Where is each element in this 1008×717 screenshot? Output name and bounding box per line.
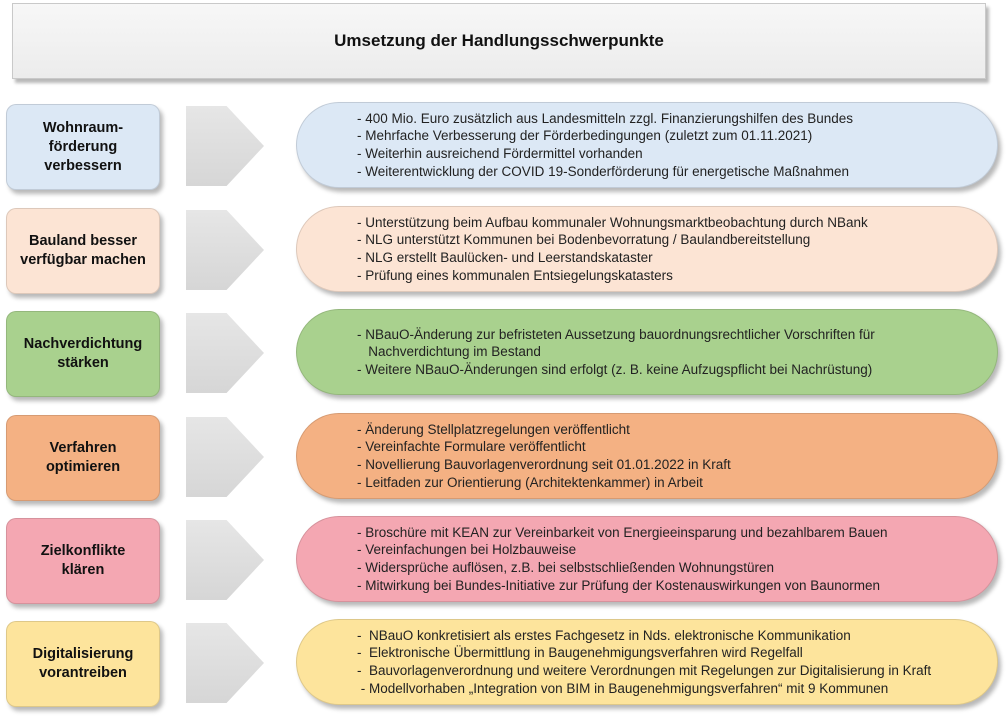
measure-item: - Weiterhin ausreichend Fördermittel vorhanden	[357, 146, 643, 161]
chevron-arrow-icon	[186, 623, 264, 703]
focus-row	[0, 618, 1008, 708]
measures-box	[296, 619, 998, 705]
chevron-arrow-icon	[186, 106, 264, 186]
focus-label: Digitalisierung vorantreiben	[6, 621, 160, 707]
focus-row	[0, 205, 1008, 295]
diagram-title: Umsetzung der Handlungsschwerpunkte	[12, 3, 986, 79]
measure-item: - NLG erstellt Baulücken- und Leerstandskataster	[357, 250, 653, 265]
measure-item: - Unterstützung beim Aufbau kommunaler Wohnungsmarktbeobachtung durch NBank	[357, 214, 868, 230]
focus-row	[0, 101, 1008, 191]
measure-item: - Novellierung Bauvorlagenverordnung seit 01.01.2022 in Kraft	[357, 457, 731, 472]
measure-item: - Prüfung eines kommunalen Entsiegelungskatasters	[357, 267, 673, 283]
measure-item: - Vereinfachungen bei Holzbauweise	[357, 542, 577, 558]
measure-item: Nachverdichtung im Bestand	[357, 344, 541, 360]
focus-label: Wohnraum- förderung verbessern	[6, 104, 160, 190]
measure-item: - Bauvorlagenverordnung und weitere Verordnungen mit Regelungen zur Digitalisierung in Kraft	[357, 663, 932, 678]
measure-item: - Änderung Stellplatzregelungen veröffentlicht	[357, 421, 630, 437]
measure-item: - Leitfaden zur Orientierung (Architektenkammer) in Arbeit	[357, 474, 703, 490]
measure-item: - Mitwirkung bei Bundes-Initiative zur Prüfung der Kostenauswirkungen von Baunormen	[357, 577, 881, 593]
measure-item: - Elektronische Übermittlung in Baugenehmigungsverfahren wird Regelfall	[357, 645, 803, 661]
measure-item: - Weitere NBauO-Änderungen sind erfolgt (z. B. keine Aufzugspflicht bei Nachrüstung)	[357, 361, 873, 377]
focus-label: Zielkonflikte klären	[6, 518, 160, 604]
focus-label: Nachverdichtung stärken	[6, 311, 160, 397]
focus-label: Verfahren optimieren	[6, 415, 160, 501]
measure-item: - Weiterentwicklung der COVID 19-Sonderförderung für energetische Maßnahmen	[357, 163, 849, 179]
measure-item: - 400 Mio. Euro zusätzlich aus Landesmitteln zzgl. Finanzierungshilfen des Bundes	[357, 110, 854, 126]
measure-item: - Mehrfache Verbesserung der Förderbedingungen (zuletzt zum 01.11.2021)	[357, 128, 813, 144]
measure-item: - NBauO konkretisiert als erstes Fachgesetz in Nds. elektronische Kommunikation	[357, 627, 851, 643]
measures-box	[296, 102, 998, 188]
measure-item: - Broschüre mit KEAN zur Vereinbarkeit von Energieeinsparung und bezahlbarem Bauen	[357, 524, 888, 540]
measures-box	[296, 206, 998, 292]
focus-row	[0, 412, 1008, 502]
focus-row	[0, 515, 1008, 605]
measures-box	[296, 413, 998, 499]
measure-item: - NBauO-Änderung zur befristeten Aussetzung bauordnungsrechtlicher Vorschriften für	[357, 326, 875, 342]
chevron-arrow-icon	[186, 210, 264, 290]
measure-item: - Vereinfachte Formulare veröffentlicht	[357, 439, 586, 455]
measure-item: - NLG unterstützt Kommunen bei Bodenbevorratung / Baulandbereitstellung	[357, 232, 811, 248]
chevron-arrow-icon	[186, 417, 264, 497]
measures-box	[296, 516, 998, 602]
measures-box	[296, 309, 998, 395]
measure-item: - Widersprüche auflösen, z.B. bei selbstschließenden Wohnungstüren	[357, 560, 774, 575]
focus-row	[0, 308, 1008, 398]
measure-item: - Modellvorhaben „Integration von BIM in Baugenehmigungsverfahren“ mit 9 Kommunen	[357, 680, 889, 696]
chevron-arrow-icon	[186, 520, 264, 600]
focus-label: Bauland besser verfügbar machen	[6, 208, 160, 294]
chevron-arrow-icon	[186, 313, 264, 393]
